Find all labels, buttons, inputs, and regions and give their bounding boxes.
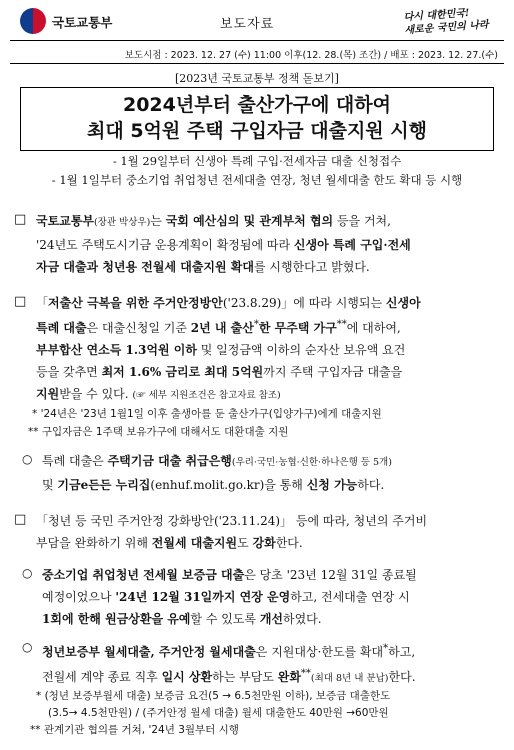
square-bullet: □ [14,512,27,527]
text-bold: 지원 [36,387,60,401]
slogan-signature [403,5,501,38]
square-bullet: □ [14,212,27,227]
square-bullet: □ [14,294,27,309]
text: 등을 갖추면 [36,365,102,379]
text-bold: 신생아 특례 구입·전세 [293,238,411,252]
slogan-line-2: 새로운 국민의 나라 [404,19,489,37]
paragraph-3 [42,450,502,496]
text: 하다. [357,478,385,492]
text: 를 시행한다고 밝혔다. [253,260,370,274]
text-bold: 2년 내 출산 [190,321,254,335]
text-bold: 일시 상환 [161,670,213,684]
text-bold: 개선 [259,612,283,626]
text: 하는 부담도 [212,670,278,684]
text-bold: 청년보증부 월세대출, 주거안정 월세대출 [42,645,256,659]
release-info: 보도시점 : 2023. 12. 27 (수) 11:00 이후(12. 28.(목) 조간) / 배포 : 2023. 12. 27.(수) [124,50,498,61]
text: 및 [42,478,58,492]
document-type: 보도자료 [220,17,275,32]
subtitle-1: - 1월 29일부터 신생아 특례 구입·전세자금 대출 신청접수 [112,154,402,168]
headline-line-2: 최대 5억원 주택 구입자금 대출지원 시행 [87,120,427,142]
text-bold: 자금 대출과 청년용 전월세 대출지원 확대 [36,260,254,274]
text: (우리·국민·농협·신한·하나은행 등 5개) [231,457,392,468]
text: 는 [150,214,166,228]
footnote-3: * (청년 보증부월세 대출) 보증금 요건(5 → 6.5천만원 이하), 보증금 대출한도 [36,690,391,702]
text: 「청년 등 국민 주거안정 강화방안('23.11.24)」 등에 따라, 청년의 주거비 [36,514,428,528]
release-divider [10,63,504,64]
text: 한다. [388,670,416,684]
circle-bullet: ○ [22,640,33,654]
circle-bullet: ○ [22,566,33,580]
text: ('23.8.29)」에 따라 시행되는 [222,296,386,310]
footnote-4: (3.5→ 4.5천만원) / (주거안정 월세 대출) 월세 대출한도 40만원 →60만원 [48,707,389,719]
text-bold: 주택기금 대출 취급은행 [107,454,232,468]
text: 하고, 전세대출 연장 시 [290,590,410,604]
headline-line-1: 2024년부터 출산가구에 대하여 [122,94,391,116]
text: 부담을 완화하기 위해 [36,536,152,550]
text: 한다. [275,536,303,550]
slogan-line-1: 다시 대한민국! [403,7,470,24]
circle-bullet: ○ [22,452,33,466]
ministry-logo-icon [20,8,46,34]
text: 도 [237,536,253,550]
footnote-mark: ** [336,319,347,330]
text: 할 수 있도록 [190,612,260,626]
paragraph-6 [42,638,502,690]
text-bold: '24년 12월 31일까지 연장 운영 [115,590,291,604]
text: 은 지원대상·한도를 확대 [255,645,384,659]
text-bold: 국회 예산심의 및 관계부처 협의 [165,214,334,228]
text-bold: 1회에 한해 원금상환을 유예 [42,612,191,626]
paragraph-5 [42,564,502,630]
text-bold: 기금e든든 누리집 [57,478,151,492]
text-bold: 전월세 대출지원 [151,536,238,550]
text: 까지 주택 구입자금 대출을 [263,365,403,379]
text: 하였다. [283,612,322,626]
footnote-2: ** 구입자금은 1주택 보유가구에 대해서도 대환대출 지원 [28,426,289,438]
text: (최대 8년 내 분납) [310,673,389,684]
text: 등을 거쳐, [333,214,391,228]
footnote-mark: ** [300,668,311,679]
text: 하고, [388,645,416,659]
text-bold: 신청 가능 [306,478,358,492]
text-bold: 저출산 극복을 위한 주거안정방안 [48,296,223,310]
text-bold: 강화 [252,536,276,550]
text: 특례 대출은 [42,454,108,468]
text: 은 당초 '23년 12월 31일 종료될 [244,568,417,582]
footnote-mark: * [253,319,259,330]
series-tag: [2023년 국토교통부 정책 돋보기] [175,72,339,85]
subtitle-2: - 1월 1일부터 중소기업 취업청년 전세대출 연장, 청년 월세대출 한도 확대 등 시행 [51,173,463,187]
paragraph-4 [36,510,502,554]
footnote-mark: * [383,643,389,654]
text-bold: 중소기업 취업청년 전세월 보증금 대출 [42,568,245,582]
text: 전월세 계약 종료 직후 [42,670,162,684]
text-bold: 한 무주택 가구 [258,321,337,335]
text: 은 대출신청일 기준 [86,321,191,335]
ministry-name: 국토교통부 [52,15,113,30]
reference-note: (☞ 세부 지원조건은 참고자료 참조) [132,390,281,401]
text: (장관 박상우) [93,217,151,228]
text: 「 [36,296,49,310]
text: 예정이었으나 [42,590,116,604]
paragraph-1 [36,210,502,278]
text-bold: 부부합산 연소득 1.3억원 이하 [36,343,197,357]
text-bold: 특례 대출 [36,321,87,335]
header-divider [10,40,504,41]
text: '24년도 주택도시기금 운용계획이 확정됨에 따라 [36,238,294,252]
text-bold: 국토교통부 [36,214,94,228]
footnote-1: * '24년은 '23년 1월1일 이후 출생아를 둔 출산가구(입양가구)에게 대출지원 [32,408,382,420]
text: 에 대하여, [346,321,401,335]
paragraph-2 [36,292,502,407]
text-bold: 최저 1.6% 금리로 최대 5억원 [101,365,264,379]
text: 받을 수 있다. [59,387,133,401]
headline-box [20,87,494,151]
text: 및 일정금액 이하의 순자산 보유액 요건 [196,343,406,357]
text: (enhuf.molit.go.kr)을 통해 [150,478,307,492]
footnote-5: ** 관계기관 협의를 거쳐, '24년 3월부터 시행 [30,724,239,736]
text-bold: 신생아 [385,296,421,310]
text-bold: 완화 [277,670,301,684]
